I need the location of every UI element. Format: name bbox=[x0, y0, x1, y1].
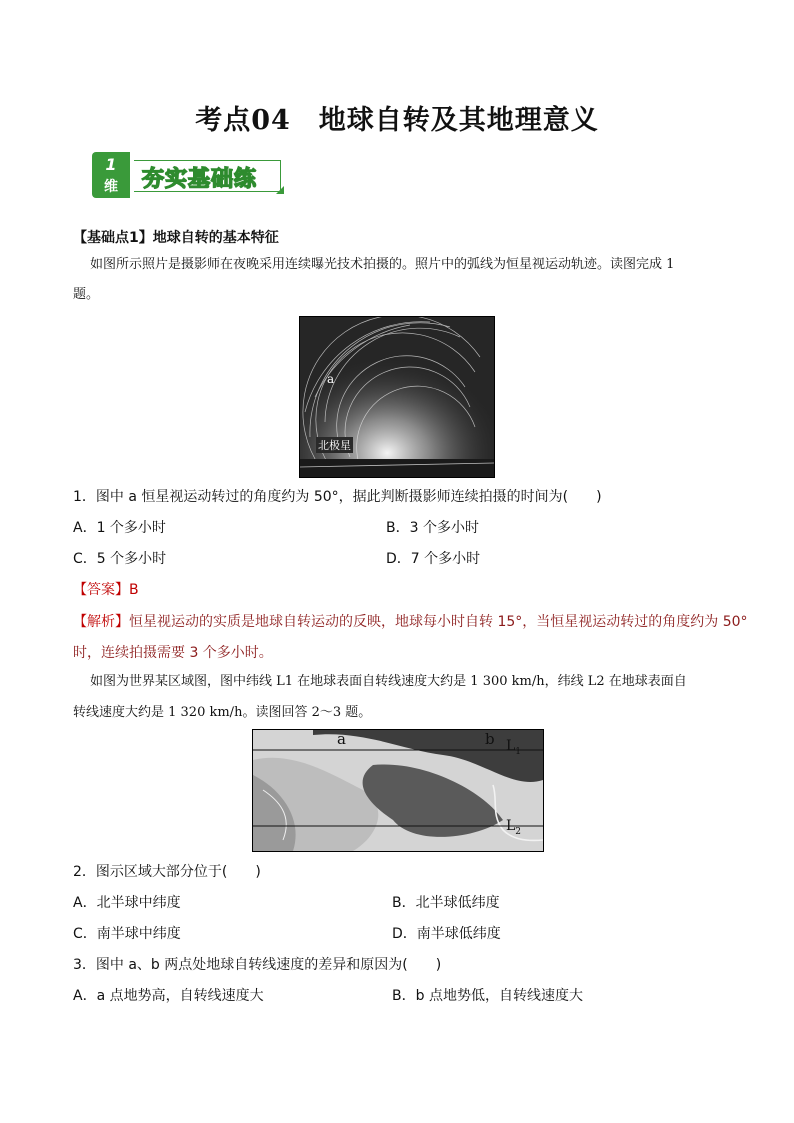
star-trail-photo bbox=[299, 316, 495, 478]
q1-option-b: B．3 个多小时 bbox=[386, 520, 479, 536]
figure2-label-b: b bbox=[485, 730, 495, 748]
intro1-line2: 题。 bbox=[73, 287, 100, 302]
region-map-graphic bbox=[253, 730, 543, 851]
q2-option-b: B．北半球低纬度 bbox=[392, 895, 500, 911]
q1-option-c: C．5 个多小时 bbox=[73, 551, 167, 567]
page-title: 考点04 地球自转及其地理意义 bbox=[195, 105, 599, 136]
analysis1-line2: 时，连续拍摄需要 3 个多小时。 bbox=[73, 645, 273, 661]
badge-label-text: 夯实基础练 bbox=[142, 167, 258, 192]
q1-option-a: A．1 个多小时 bbox=[73, 520, 166, 536]
answer1 bbox=[73, 579, 139, 599]
section-badge-number bbox=[92, 152, 130, 198]
star-trail-graphic bbox=[300, 317, 494, 477]
analysis1-label: 【解析】 bbox=[73, 614, 129, 630]
q2-option-d: D．南半球低纬度 bbox=[392, 926, 501, 942]
q3-option-a: A．a 点地势高，自转线速度大 bbox=[73, 988, 264, 1004]
q3-stem: 3．图中 a、b 两点处地球自转线速度的差异和原因为( ) bbox=[73, 957, 442, 973]
q2-option-c: C．南半球中纬度 bbox=[73, 926, 181, 942]
intro2-line2: 转线速度大约是 1 320 km/h。读图回答 2～3 题。 bbox=[73, 705, 372, 720]
figure2-label-l2: $L_2$ bbox=[506, 818, 522, 837]
figure2-label-l1: $L_1$ bbox=[506, 738, 522, 757]
figure1-label-polaris: 北极星 bbox=[318, 439, 351, 452]
badge-number: 1 bbox=[105, 155, 117, 174]
badge-corner-decoration bbox=[276, 186, 284, 194]
answer1-value: B bbox=[129, 582, 139, 598]
analysis1-line1 bbox=[73, 611, 748, 631]
section-heading: 【基础点1】地球自转的基本特征 bbox=[73, 230, 279, 246]
intro2-line1: 如图为世界某区域图，图中纬线 L1 在地球表面自转线速度大约是 1 300 km/h，纬线 L2 在地球表面自 bbox=[90, 674, 687, 689]
q3-option-b: B．b 点地势低，自转线速度大 bbox=[392, 988, 583, 1004]
region-map-image bbox=[252, 729, 544, 852]
figure1-label-a: a bbox=[327, 372, 335, 386]
q1-option-d: D．7 个多小时 bbox=[386, 551, 481, 567]
answer1-label: 【答案】 bbox=[73, 582, 129, 598]
intro1-line1: 如图所示照片是摄影师在夜晚采用连续曝光技术拍摄的。照片中的弧线为恒星视运动轨迹。读图完成 1 bbox=[90, 257, 675, 272]
q2-stem: 2．图示区域大部分位于( ) bbox=[73, 864, 261, 880]
badge-sub: 维 bbox=[104, 179, 118, 195]
q2-option-a: A．北半球中纬度 bbox=[73, 895, 181, 911]
q1-stem: 1．图中 a 恒星视运动转过的角度约为 50°，据此判断摄影师连续拍摄的时间为( ) bbox=[73, 489, 602, 505]
analysis1-text1: 恒星视运动的实质是地球自转运动的反映，地球每小时自转 15°，当恒星视运动转过的角度约为 50° bbox=[129, 614, 748, 630]
figure2-label-a: a bbox=[337, 730, 346, 748]
section-badge-label bbox=[134, 160, 281, 192]
